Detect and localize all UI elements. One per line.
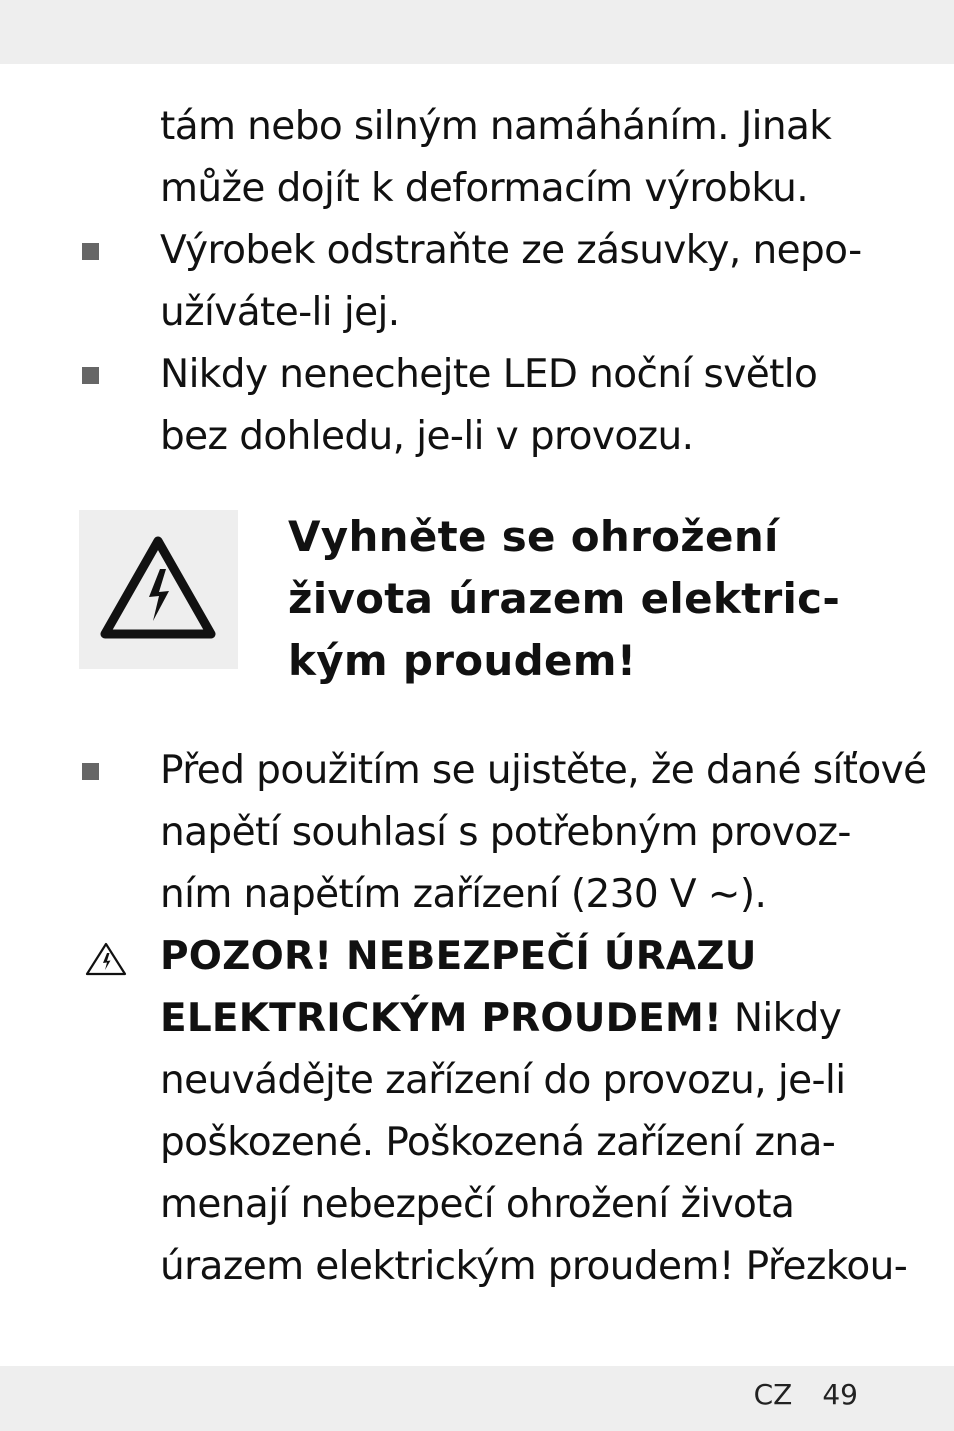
text-line: napětí souhlasí s potřebným provoz- [160,810,851,855]
section-heading [288,506,928,692]
text-line: užíváte-li jej. [160,290,400,335]
page-content [0,96,954,1298]
page-number: 49 [822,1378,858,1411]
language-code: CZ [753,1378,793,1411]
bullet-item-supervise [160,344,900,468]
text-line: může dojít k deformacím výrobku. [160,166,809,211]
text-line: Nikdy nenechejte LED noční světlo [160,352,818,397]
bullet-item-voltage [160,740,927,926]
text-line: tám nebo silným namáháním. Jinak [160,104,832,149]
heading-line: života úrazem elektric- [288,574,841,623]
warning-title-line: POZOR! NEBEZPEČÍ ÚRAZU [160,934,757,979]
top-band [0,0,954,64]
square-bullet-icon [82,243,99,260]
text-line: Před použitím se ujistěte, že dané síťové [160,748,927,793]
warning-paragraph [160,926,908,1298]
square-bullet-icon [82,763,99,780]
text-fragment: Nikdy [722,996,842,1041]
warning-title-line: ELEKTRICKÝM PROUDEM! [160,996,723,1041]
warning-heading-block [0,506,954,740]
page-footer [754,1375,858,1415]
text-line: menají nebezpečí ohrožení života [160,1182,795,1227]
text-line: bez dohledu, je-li v provozu. [160,414,694,459]
text-line: Výrobek odstraňte ze zásuvky, nepo- [160,228,862,273]
text-line: poškozené. Poškozená zařízení zna- [160,1120,836,1165]
square-bullet-icon [82,367,99,384]
bullet-item-unplug [160,220,900,344]
electric-hazard-warning-icon [79,510,238,669]
continued-paragraph [160,96,900,220]
text-line: neuvádějte zařízení do provozu, je-li [160,1058,846,1103]
text-line: úrazem elektrickým proudem! Přezkou- [160,1244,908,1289]
electric-hazard-small-icon [84,941,128,977]
heading-line: kým proudem! [288,636,637,685]
text-line [160,988,900,1050]
heading-line: Vyhněte se ohrožení [288,512,779,561]
text-line: ním napětím zařízení (230 V ∼). [160,872,767,917]
